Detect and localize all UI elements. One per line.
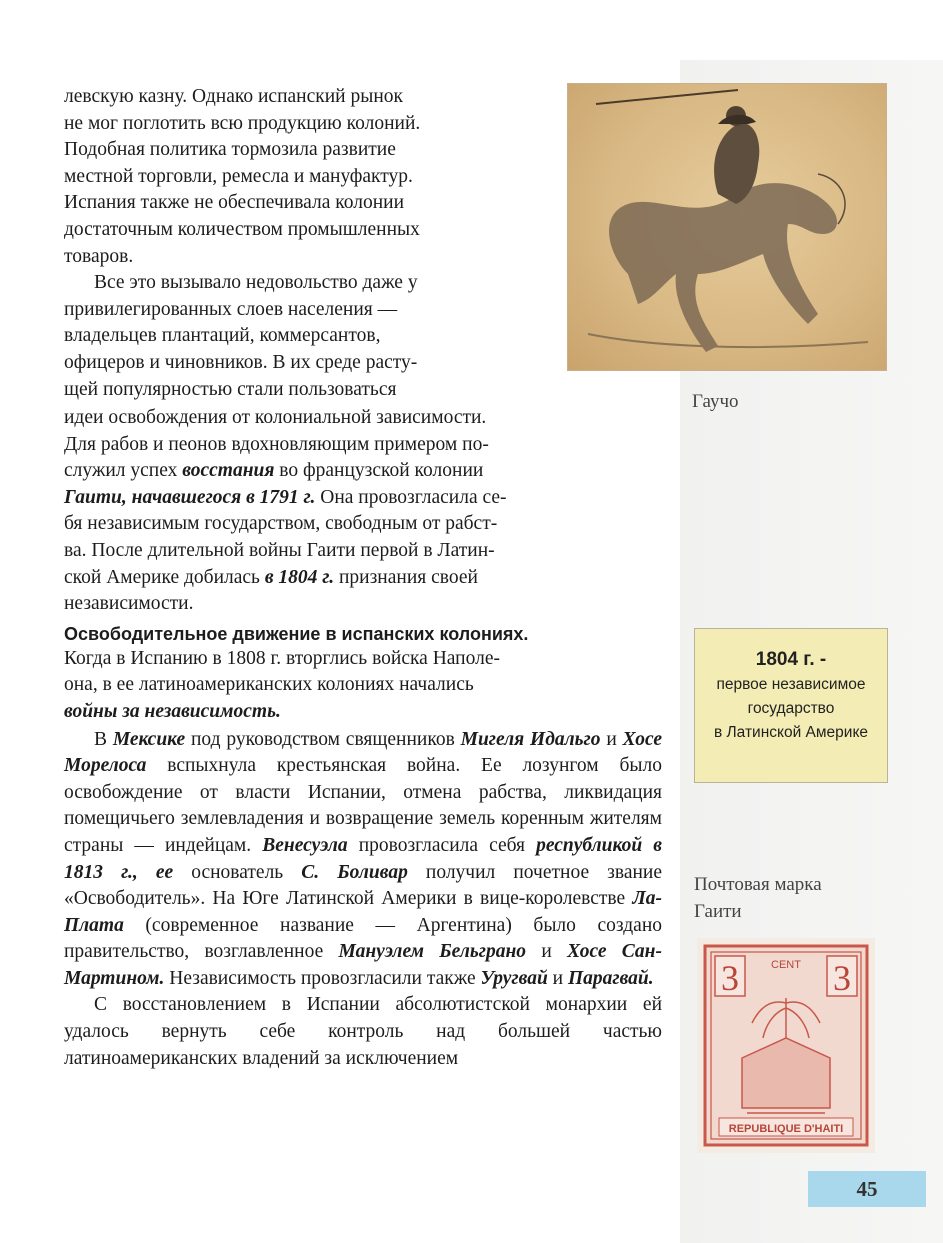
gaucho-illustration bbox=[568, 84, 886, 370]
stamp-caption-line: Гаити bbox=[694, 901, 742, 922]
text-line: войны за независимость. bbox=[64, 700, 281, 722]
text-line: идеи освобождения от колониальной зависимости. bbox=[64, 407, 487, 428]
text-line: Подобная политика тормозила развитие bbox=[64, 139, 396, 161]
stamp-caption bbox=[694, 871, 822, 925]
main-text-top bbox=[64, 84, 540, 403]
stamp-cent: CENT bbox=[771, 959, 801, 971]
text-line: левскую казну. Однако испанский рынок bbox=[64, 86, 403, 107]
text-line: ской Америке добилась в 1804 г. признания своей bbox=[64, 566, 478, 588]
stamp-drawing bbox=[697, 938, 875, 1153]
section-heading: Освободительное движение в испанских колониях. bbox=[64, 623, 529, 644]
callout-line: государство bbox=[747, 700, 835, 717]
text-line: служил успех восстания во французской колонии bbox=[64, 460, 484, 482]
callout-year: 1804 г. - bbox=[755, 649, 827, 670]
paragraph-restoration: С восстановлением в Испании абсолютистской монархии ей удалось вернуть себе контроль над большей частью латиноамериканских владений за исключением bbox=[64, 994, 662, 1069]
page-number: 45 bbox=[808, 1171, 926, 1207]
text-line: Когда в Испанию в 1808 г. вторглись войска Наполе- bbox=[64, 647, 500, 669]
stamp-value-right: 3 bbox=[833, 958, 851, 998]
text-line: ва. После длительной войны Гаити первой в Латин- bbox=[64, 539, 495, 561]
stamp-caption-line: Почтовая марка bbox=[694, 874, 822, 895]
text-line: она, в ее латиноамериканских колониях начались bbox=[64, 674, 474, 696]
text-line: офицеров и чиновников. В их среде расту- bbox=[64, 351, 418, 373]
text-line: товаров. bbox=[64, 245, 134, 267]
haiti-postage-stamp bbox=[697, 938, 875, 1153]
text-line: Все это вызывало недовольство даже у bbox=[94, 272, 418, 294]
text-line: не мог поглотить всю продукцию колоний. bbox=[64, 112, 421, 134]
text-line: Испания также не обеспечивала колонии bbox=[64, 192, 405, 214]
text-line: местной торговли, ремесла и мануфактур. bbox=[64, 165, 413, 187]
text-line: щей популярностью стали пользоваться bbox=[64, 378, 397, 400]
text-line: Для рабов и пеонов вдохновляющим примером по- bbox=[64, 433, 489, 455]
stamp-value-left: 3 bbox=[721, 958, 739, 998]
text-line: бя независимым государством, свободным от рабст- bbox=[64, 513, 498, 535]
date-callout-box bbox=[694, 628, 888, 783]
callout-line: в Латинской Америке bbox=[713, 724, 869, 741]
text-line: привилегированных слоев населения — bbox=[64, 298, 398, 320]
text-line: Гаити, начавшегося в 1791 г. Она провозгласила се- bbox=[64, 486, 507, 508]
gaucho-drawing bbox=[568, 84, 886, 370]
stamp-bottom-label: REPUBLIQUE D'HAITI bbox=[728, 1123, 844, 1135]
paragraph-mexico: В Мексике под руководством священников Мигеля Идальго и Хосе Морелоса вспыхнула крестьянская война. Ее лозунгом было освобождение от власти Испании, отмена рабства, ликвидация помещичьего землевладения и возвращение земель коренным жителям страны — индейцам. Венесуэла провозгласила себя республикой в 1813 г., ее основатель С. Боливар получил почетное звание «Освободитель». На Юге Латинской Америки в вице-королевстве Ла-Плата (современное название — Аргентина) было создано правительство, возглавленное Мануэлем Бельграно и Хосе Сан-Мартином. Независимость провозгласили также Уругвай и Парагвай. bbox=[64, 728, 663, 989]
main-text-body bbox=[64, 405, 662, 1072]
text-line: достаточным количеством промышленных bbox=[64, 218, 420, 240]
callout-line: первое независимое bbox=[716, 676, 866, 693]
text-line: независимости. bbox=[64, 593, 194, 615]
text-line: владельцев плантаций, коммерсантов, bbox=[64, 325, 381, 347]
gaucho-caption: Гаучо bbox=[692, 391, 739, 412]
